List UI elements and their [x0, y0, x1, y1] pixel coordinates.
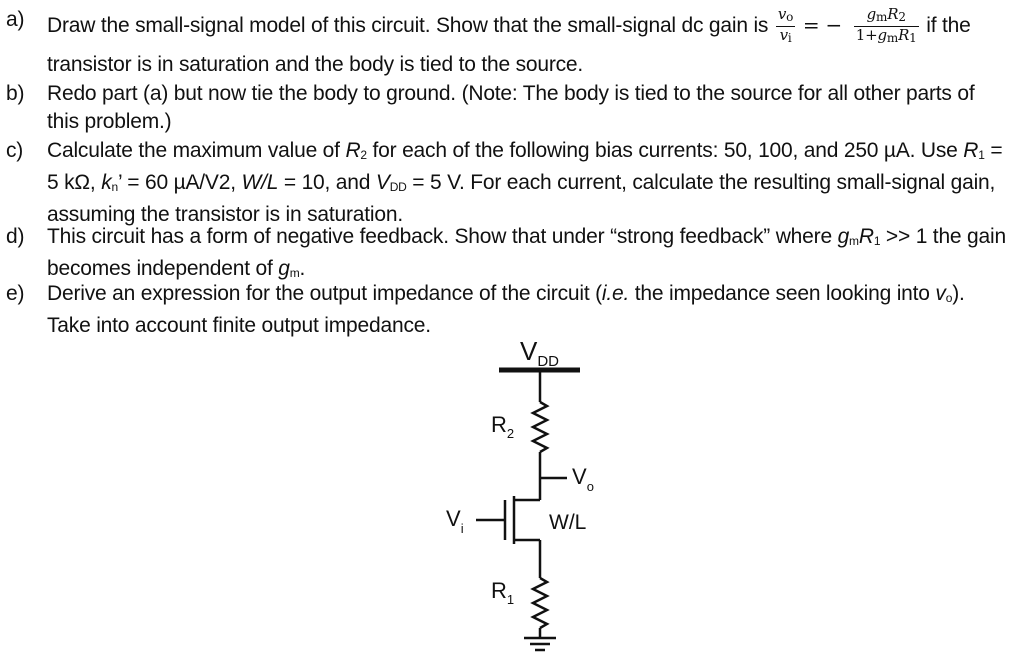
- wl-label: W/L: [549, 511, 587, 534]
- question-a-line2: transistor is in saturation and the body is tied to the source.: [47, 53, 584, 76]
- question-b-label: b): [6, 82, 25, 105]
- r1-resistor: [533, 578, 547, 628]
- equals-minus: = −: [802, 13, 843, 38]
- r2-resistor: [533, 402, 547, 452]
- r2-label: $R_2$: [491, 412, 515, 441]
- question-e-label: e): [6, 282, 25, 305]
- vo-over-vi-fraction: $\frac{v_o}{v_i}$: [777, 5, 794, 45]
- ground-icon: [524, 638, 556, 650]
- question-d-text: This circuit has a form of negative feedback. Show that under “strong feedback” where $g_mR_1 >> 1$ the gain becomes independent of $g_m$.: [47, 225, 1006, 280]
- question-e-text: Derive an expression for the output impedance of the circuit (i.e. the impedance seen looking into $v_o$). Take into account finite output impedance.: [47, 282, 965, 337]
- vi-label: $V_i$: [446, 506, 464, 536]
- question-c-label: c): [6, 139, 24, 162]
- question-a-label: a): [6, 8, 25, 31]
- vdd-label: $V_{DD}$: [520, 336, 560, 370]
- r1-label: $R_1$: [491, 578, 515, 607]
- vo-label: $V_o$: [572, 464, 594, 494]
- question-b-text: Redo part (a) but now tie the body to ground. (Note: The body is tied to the source for all other parts of this problem.): [47, 82, 975, 133]
- question-c-text: Calculate the maximum value of $R_2$ for each of the following bias currents: 50, 100, and 250 µA. Use $R_1 = 5$ kΩ, $k_n$’ = 60 µA/V2, W/L = 10, and $V_{DD} = 5$ V. For each current, calculate the resulting small-signal gain, assuming the transistor is in saturation.: [47, 139, 1003, 226]
- question-a-text: Draw the small-signal model of this circuit. Show that the small-signal dc gain is: [47, 14, 774, 38]
- gain-fraction: $\frac{g_mR_2}{1+g_mR_1}$: [855, 5, 917, 45]
- question-d-label: d): [6, 225, 25, 248]
- question-a-text-end: if the: [920, 14, 971, 38]
